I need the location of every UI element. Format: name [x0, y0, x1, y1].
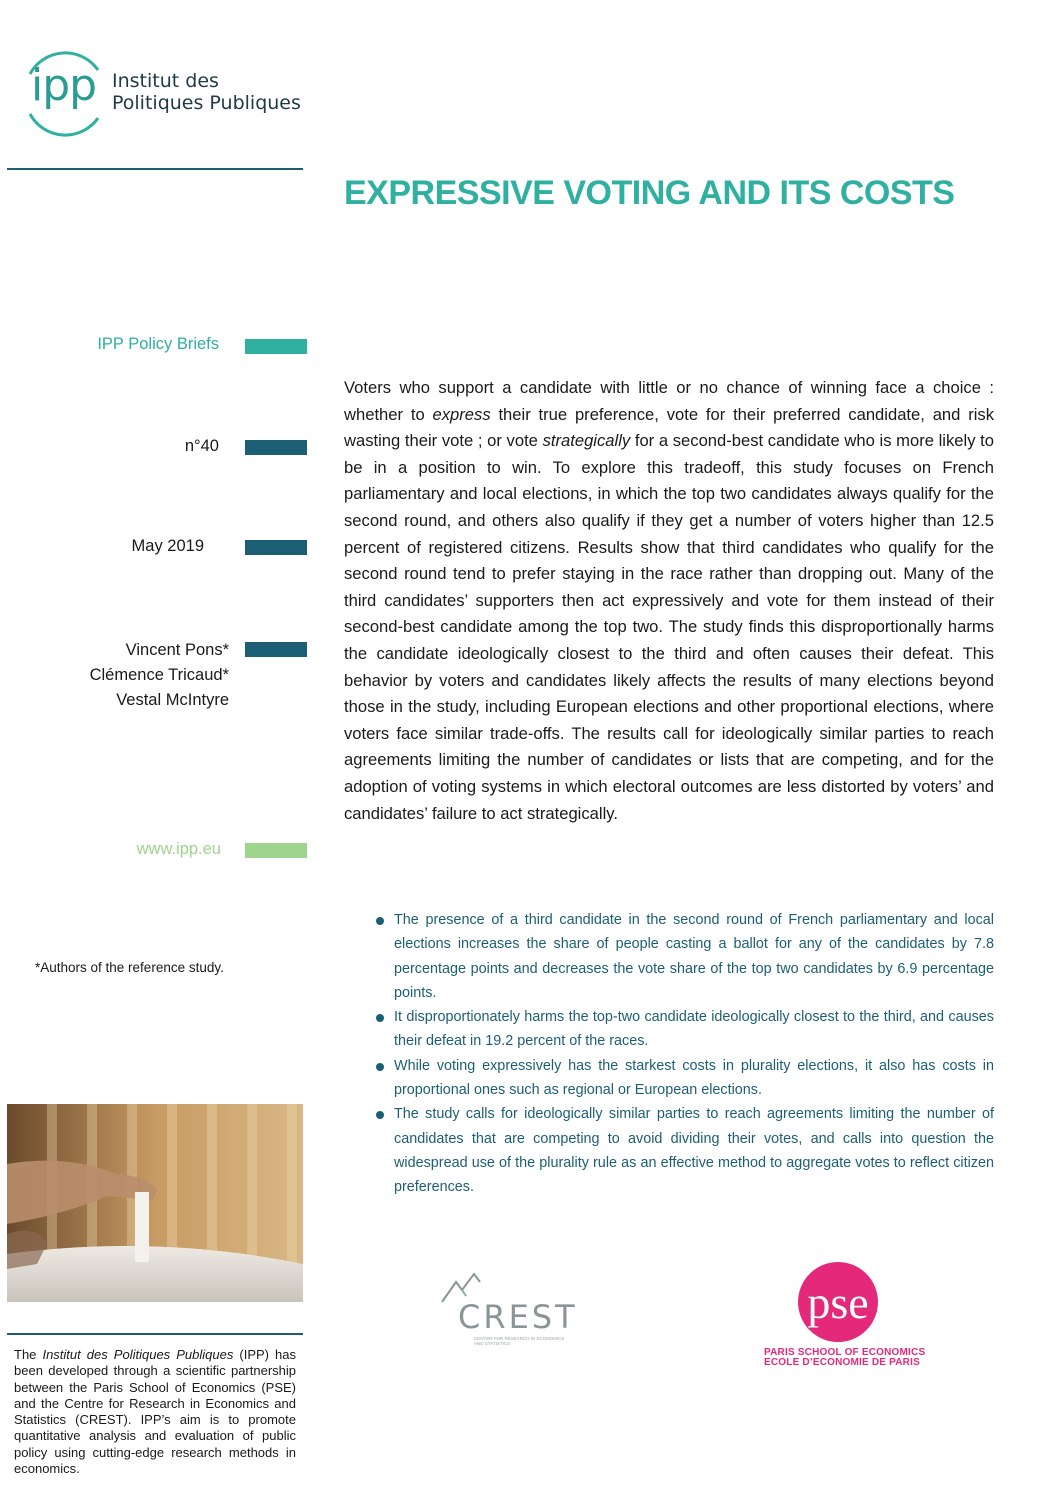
abstract-part: Voters who support a candidate with little or no chance of winning face a choice : whether to	[344, 378, 994, 424]
page-title: EXPRESSIVE VOTING AND ITS COSTS	[344, 174, 955, 212]
list-item-text: While voting expressively has the starkest costs in plurality elections, it also has costs in proportional ones such as regional or European elections.	[394, 1057, 994, 1099]
list-item-text: The study calls for ideologically similar parties to reach agreements limiting the number of candidates that are competing to avoid dividing their votes, and calls into question the widespread use of the plurality rule as an effective method to aggregate votes to reflect citizen preferences.	[394, 1106, 994, 1196]
about-part: The	[14, 1347, 43, 1362]
series-label: IPP Policy Briefs	[97, 335, 219, 353]
about-ipp-text	[14, 1347, 296, 1477]
list-item-text: The presence of a third candidate in the second round of French parliamentary and local elections increases the share of people casting a ballot for any of the candidates by 7.8 percentage points and decreases the vote share of the top two candidates by 6.9 percentage points.	[394, 912, 994, 1001]
website-bar	[245, 843, 307, 858]
list-item	[372, 1102, 994, 1199]
date-bar	[245, 540, 307, 555]
author-name: Vincent Pons*	[125, 641, 229, 659]
bullet-icon	[376, 1063, 384, 1071]
crest-subtitle: CENTER FOR RESEARCH IN ECONOMICS AND STATISTICS	[474, 1336, 565, 1346]
list-item	[372, 908, 994, 1005]
bullet-icon	[376, 1111, 384, 1119]
author-name: Clémence Tricaud*	[89, 666, 229, 684]
ballot-photo-illustration	[7, 1104, 303, 1302]
ballot-box-photo	[7, 1104, 303, 1302]
author-list	[90, 638, 229, 713]
pse-mark-text: pse	[807, 1277, 869, 1328]
pse-name-en: PARIS SCHOOL OF ECONOMICS	[764, 1347, 926, 1358]
abstract-emphasis: strategically	[542, 431, 631, 451]
issue-bar	[245, 440, 307, 455]
issue-number: n°40	[184, 437, 219, 455]
org-name	[112, 70, 301, 114]
ipp-logo	[22, 42, 322, 146]
org-name-line1: Institut des	[112, 70, 219, 92]
footnote: *Authors of the reference study.	[35, 960, 224, 975]
about-part: (IPP) has been developed through a scientific partnership between the Paris School of Economics (PSE) and the Centre for Research in Economics and Statistics (CREST). IPP’s aim is to promote quantitative analysis and evaluation of public policy using cutting-edge research methods in economics.	[14, 1347, 296, 1477]
about-rule	[7, 1333, 303, 1335]
abstract-text	[344, 375, 994, 827]
abstract-emphasis: express	[432, 404, 491, 424]
publication-date: May 2019	[131, 537, 204, 555]
list-item	[372, 1054, 994, 1103]
about-emphasis: Institut des Politiques Publiques	[42, 1347, 234, 1362]
list-item-text: It disproportionately harms the top-two candidate ideologically closest to the third, and causes their defeat in 19.2 percent of the races.	[394, 1009, 994, 1050]
crest-logo	[438, 1272, 583, 1352]
website-link[interactable]: www.ipp.eu	[136, 840, 221, 858]
list-item	[372, 1005, 994, 1054]
org-name-line2: Politiques Publiques	[112, 92, 301, 114]
pse-name-fr: ECOLE D’ECONOMIE DE PARIS	[764, 1357, 920, 1368]
author-name: Vestal McIntyre	[116, 691, 229, 709]
authors-bar	[245, 642, 307, 657]
crest-wordmark: CREST	[458, 1298, 578, 1336]
logo-mark: ipp	[31, 60, 97, 111]
series-bar	[245, 339, 307, 354]
bullet-icon	[376, 1014, 384, 1022]
abstract-part: for a second-best candidate who is more likely to be in a position to win. To explore this tradeoff, this study focuses on French parliamentary and local elections, in which the top two candidates always qualify for the second round, and others also qualify if they get a number of voters higher than 12.5 percent of registered citizens. Results show that third candidates who qualify for the second round tend to prefer staying in the race rather than dropping out. Many of the third candidates’ supporters then act expressively and vote for them instead of their second-best candidate among the top two. The study finds this disproportionally harms the candidate ideologically closest to the third and often causes their defeat. This behavior by voters and candidates likely affects the results of many elections beyond those in the study, including European elections and other proportional elections, where voters face similar trade-offs. The results call for ideologically similar parties to reach agreements limiting the number of candidates or lists that are competing, and for the adoption of voting systems in which electoral outcomes are less distorted by voters’ and candidates’ failure to act strategically.	[344, 431, 994, 823]
header-rule	[7, 168, 303, 170]
key-findings-list	[372, 908, 994, 1200]
pse-logo	[760, 1260, 926, 1370]
bullet-icon	[376, 917, 384, 925]
abstract-part: their true preference, vote for their preferred candidate, and risk wasting their vote ; or vote	[344, 404, 995, 451]
pse-circle-mark	[794, 1260, 884, 1346]
